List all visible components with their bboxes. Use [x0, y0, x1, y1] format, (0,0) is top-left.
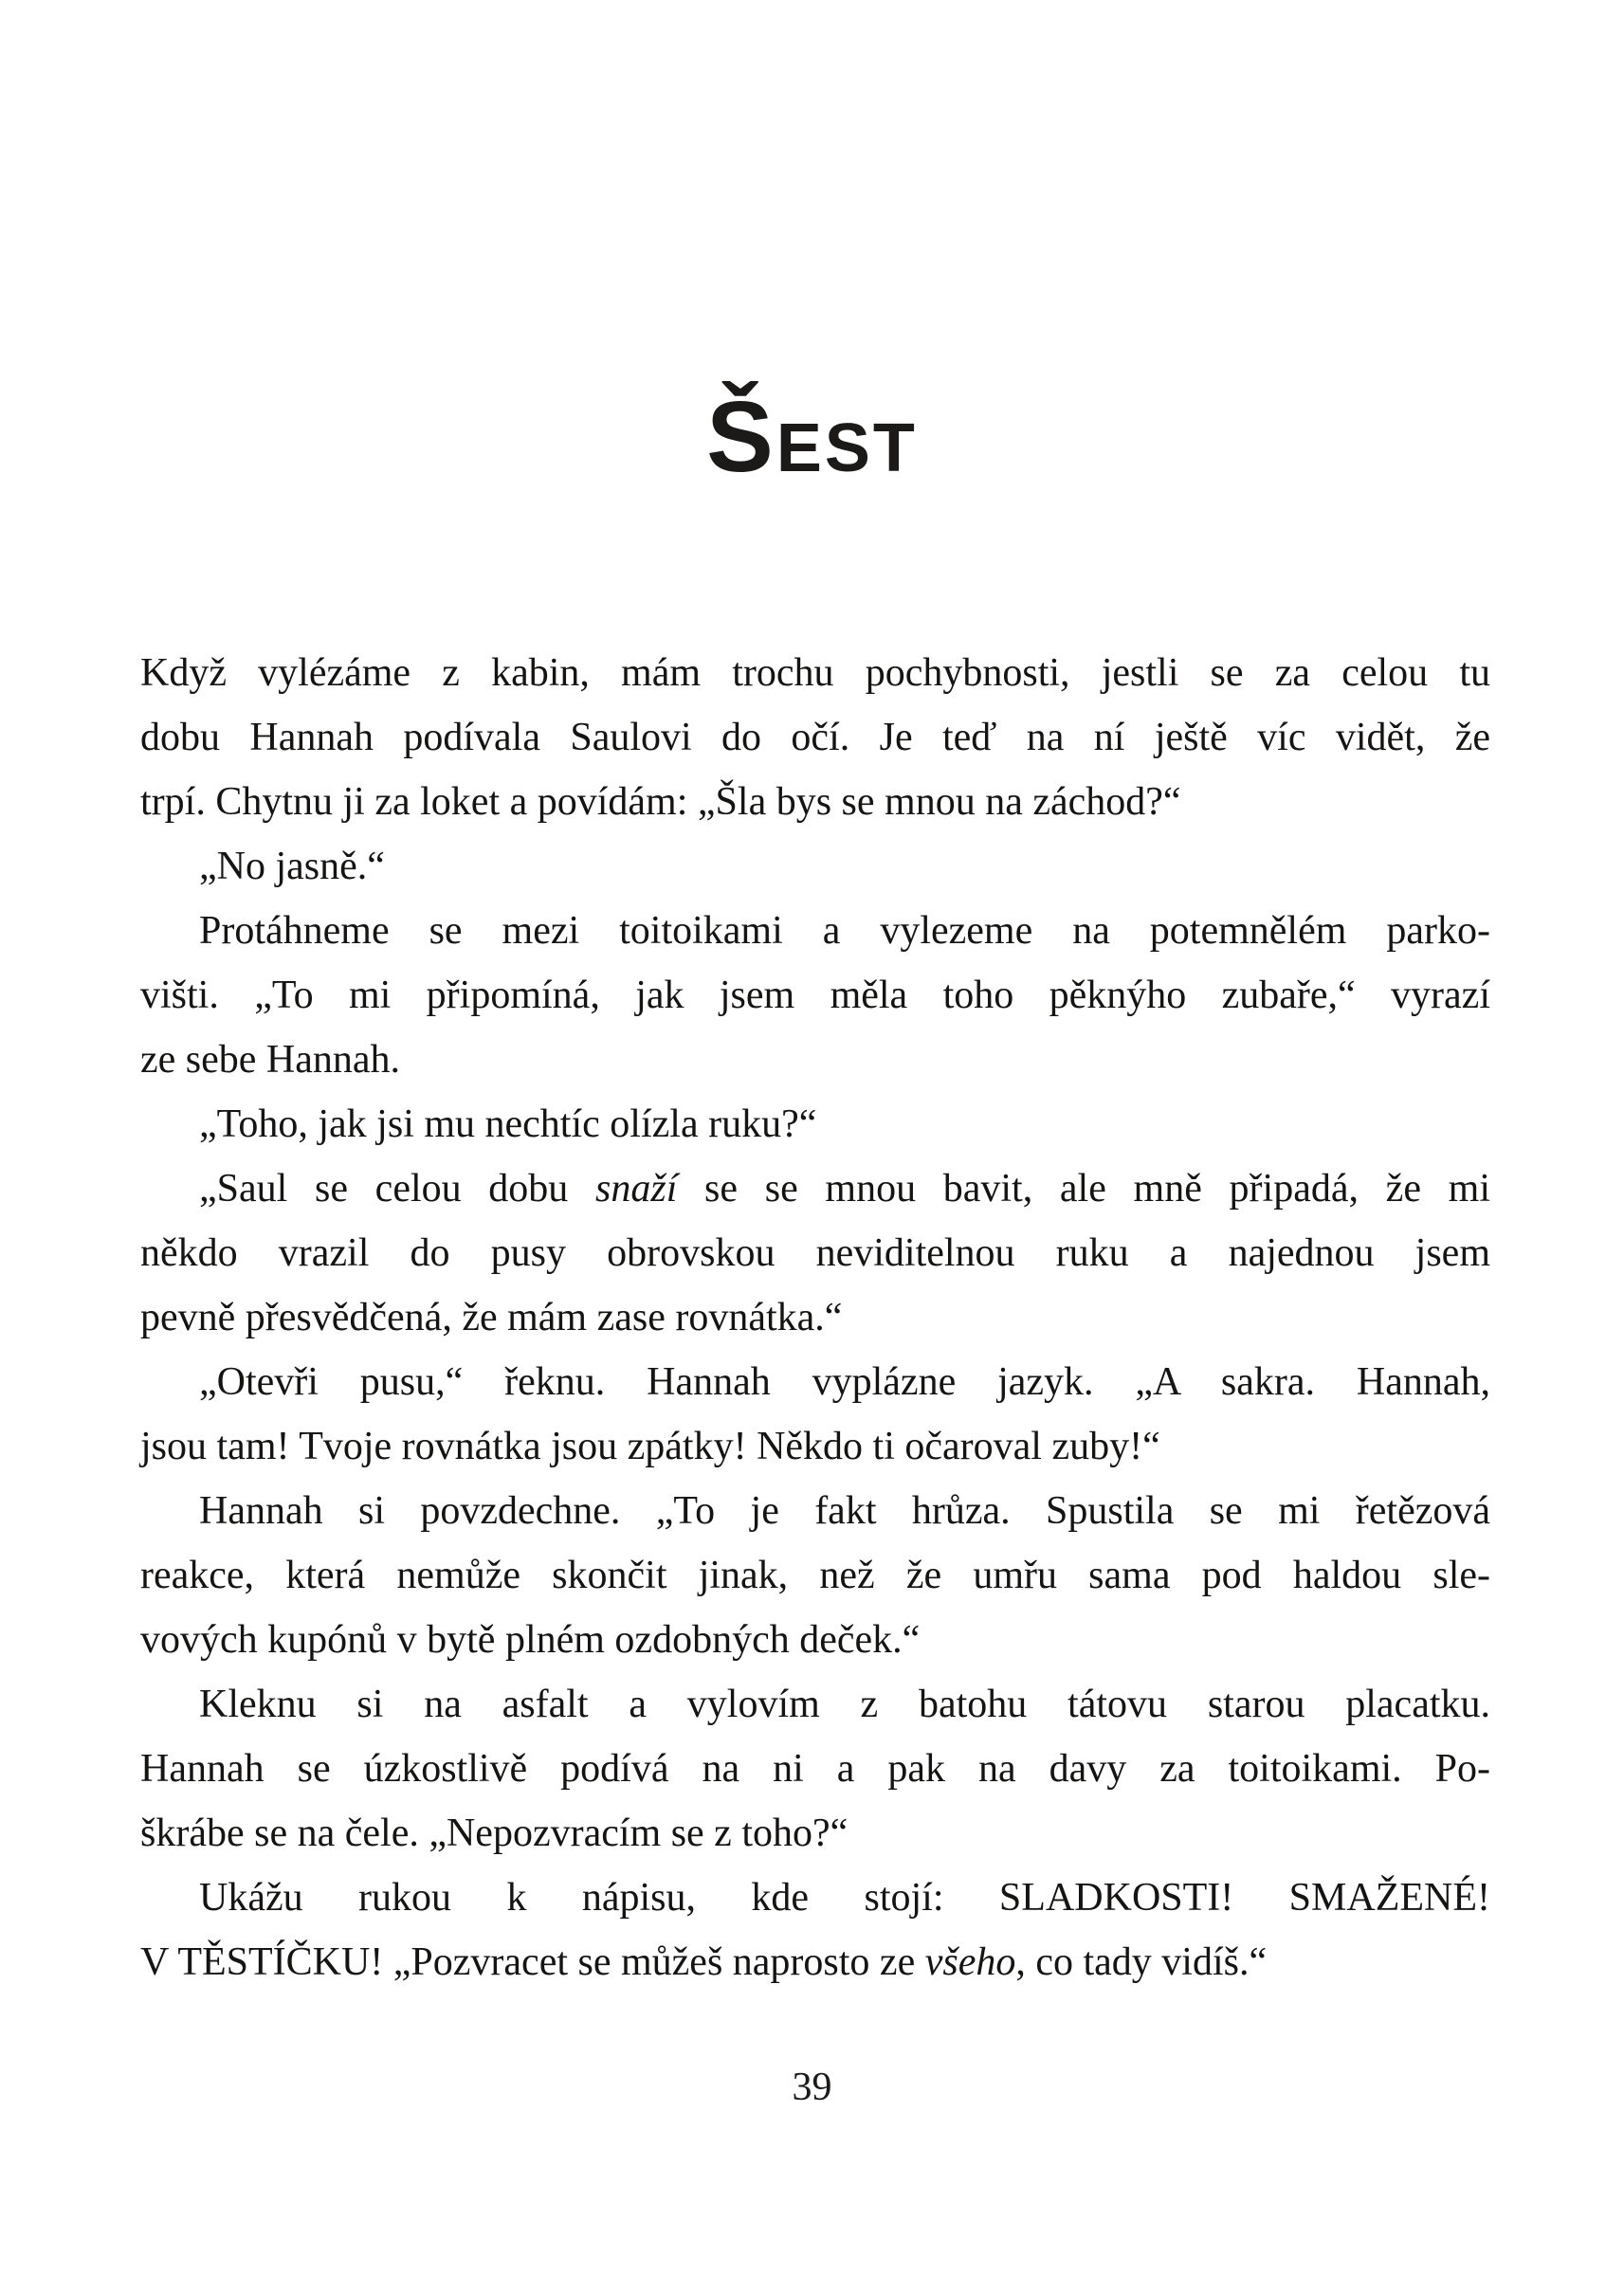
text-segment: Kleknu si na asfalt a vylovím z batohu tátovu starou placatku.	[199, 1683, 1490, 1726]
chapter-title-initial: Š	[706, 381, 776, 493]
text-segment: reakce, která nemůže skončit jinak, než že umřu sama pod haldou sle-	[140, 1554, 1490, 1597]
text-line	[140, 1156, 1490, 1221]
text-segment: Když vylézáme z kabin, mám trochu pochybnosti, jestli se za celou tu	[140, 651, 1490, 695]
text-line	[140, 1028, 1490, 1092]
text-line	[140, 1737, 1490, 1801]
text-line	[140, 1479, 1490, 1543]
text-line	[140, 1930, 1490, 1994]
text-line	[140, 834, 1490, 899]
text-segment: višti. „To mi připomíná, jak jsem měla toho pěknýho zubaře,“ vyrazí	[140, 974, 1490, 1017]
text-line	[140, 641, 1490, 705]
text-line	[140, 1414, 1490, 1479]
italic-text: všeho	[924, 1940, 1016, 1984]
text-line	[140, 1350, 1490, 1414]
text-segment: pevně přesvědčená, že mám zase rovnátka.“	[140, 1296, 843, 1339]
text-line	[140, 1672, 1490, 1737]
text-segment: , co tady vidíš.“	[1015, 1940, 1268, 1984]
text-segment: někdo vrazil do pusy obrovskou neviditelnou ruku a najednou jsem	[140, 1231, 1490, 1275]
text-segment: „Saul se celou dobu	[199, 1167, 595, 1211]
text-line	[140, 705, 1490, 770]
text-line	[140, 1608, 1490, 1672]
text-segment: se se mnou bavit, ale mně připadá, že mi	[677, 1167, 1490, 1211]
text-segment: vových kupónů v bytě plném ozdobných deček.“	[140, 1618, 921, 1662]
text-segment: dobu Hannah podívala Saulovi do očí. Je teď na ní ještě víc vidět, že	[140, 716, 1490, 759]
text-line	[140, 963, 1490, 1028]
italic-text: snaží	[595, 1167, 678, 1211]
text-line	[140, 1285, 1490, 1350]
text-line	[140, 899, 1490, 963]
text-segment: Protáhneme se mezi toitoikami a vylezeme na potemnělém parko-	[199, 909, 1490, 953]
text-segment: trpí. Chytnu ji za loket a povídám: „Šla bys se mnou na záchod?“	[140, 780, 1181, 824]
text-segment: V TĚSTÍČKU! „Pozvracet se můžeš naprosto ze	[140, 1940, 925, 1984]
text-segment: Ukážu rukou k nápisu, kde stojí: SLADKOSTI! SMAŽENÉ!	[199, 1876, 1490, 1920]
text-segment: „Otevři pusu,“ řeknu. Hannah vyplázne jazyk. „A sakra. Hannah,	[199, 1360, 1490, 1404]
page-number: 39	[792, 2066, 832, 2109]
text-segment: „No jasně.“	[199, 845, 385, 888]
text-line	[140, 1092, 1490, 1156]
text-line	[140, 1221, 1490, 1285]
chapter-title-rest: EST	[776, 410, 918, 486]
text-line	[140, 770, 1490, 834]
text-segment: jsou tam! Tvoje rovnátka jsou zpátky! Někdo ti očaroval zuby!“	[140, 1425, 1160, 1468]
text-segment: škrábe se na čele. „Nepozvracím se z toho?“	[140, 1812, 848, 1855]
text-line	[140, 1801, 1490, 1866]
text-segment: ze sebe Hannah.	[140, 1038, 401, 1082]
text-line	[140, 1866, 1490, 1930]
text-segment: Hannah si povzdechne. „To je fakt hrůza. Spustila se mi řetězová	[199, 1489, 1490, 1533]
chapter-title	[0, 381, 1624, 493]
text-line	[140, 1543, 1490, 1608]
text-segment: Hannah se úzkostlivě podívá na ni a pak na davy za toitoikami. Po-	[140, 1747, 1490, 1791]
text-segment: „Toho, jak jsi mu nechtíc olízla ruku?“	[199, 1102, 817, 1146]
text-block	[140, 641, 1490, 1994]
